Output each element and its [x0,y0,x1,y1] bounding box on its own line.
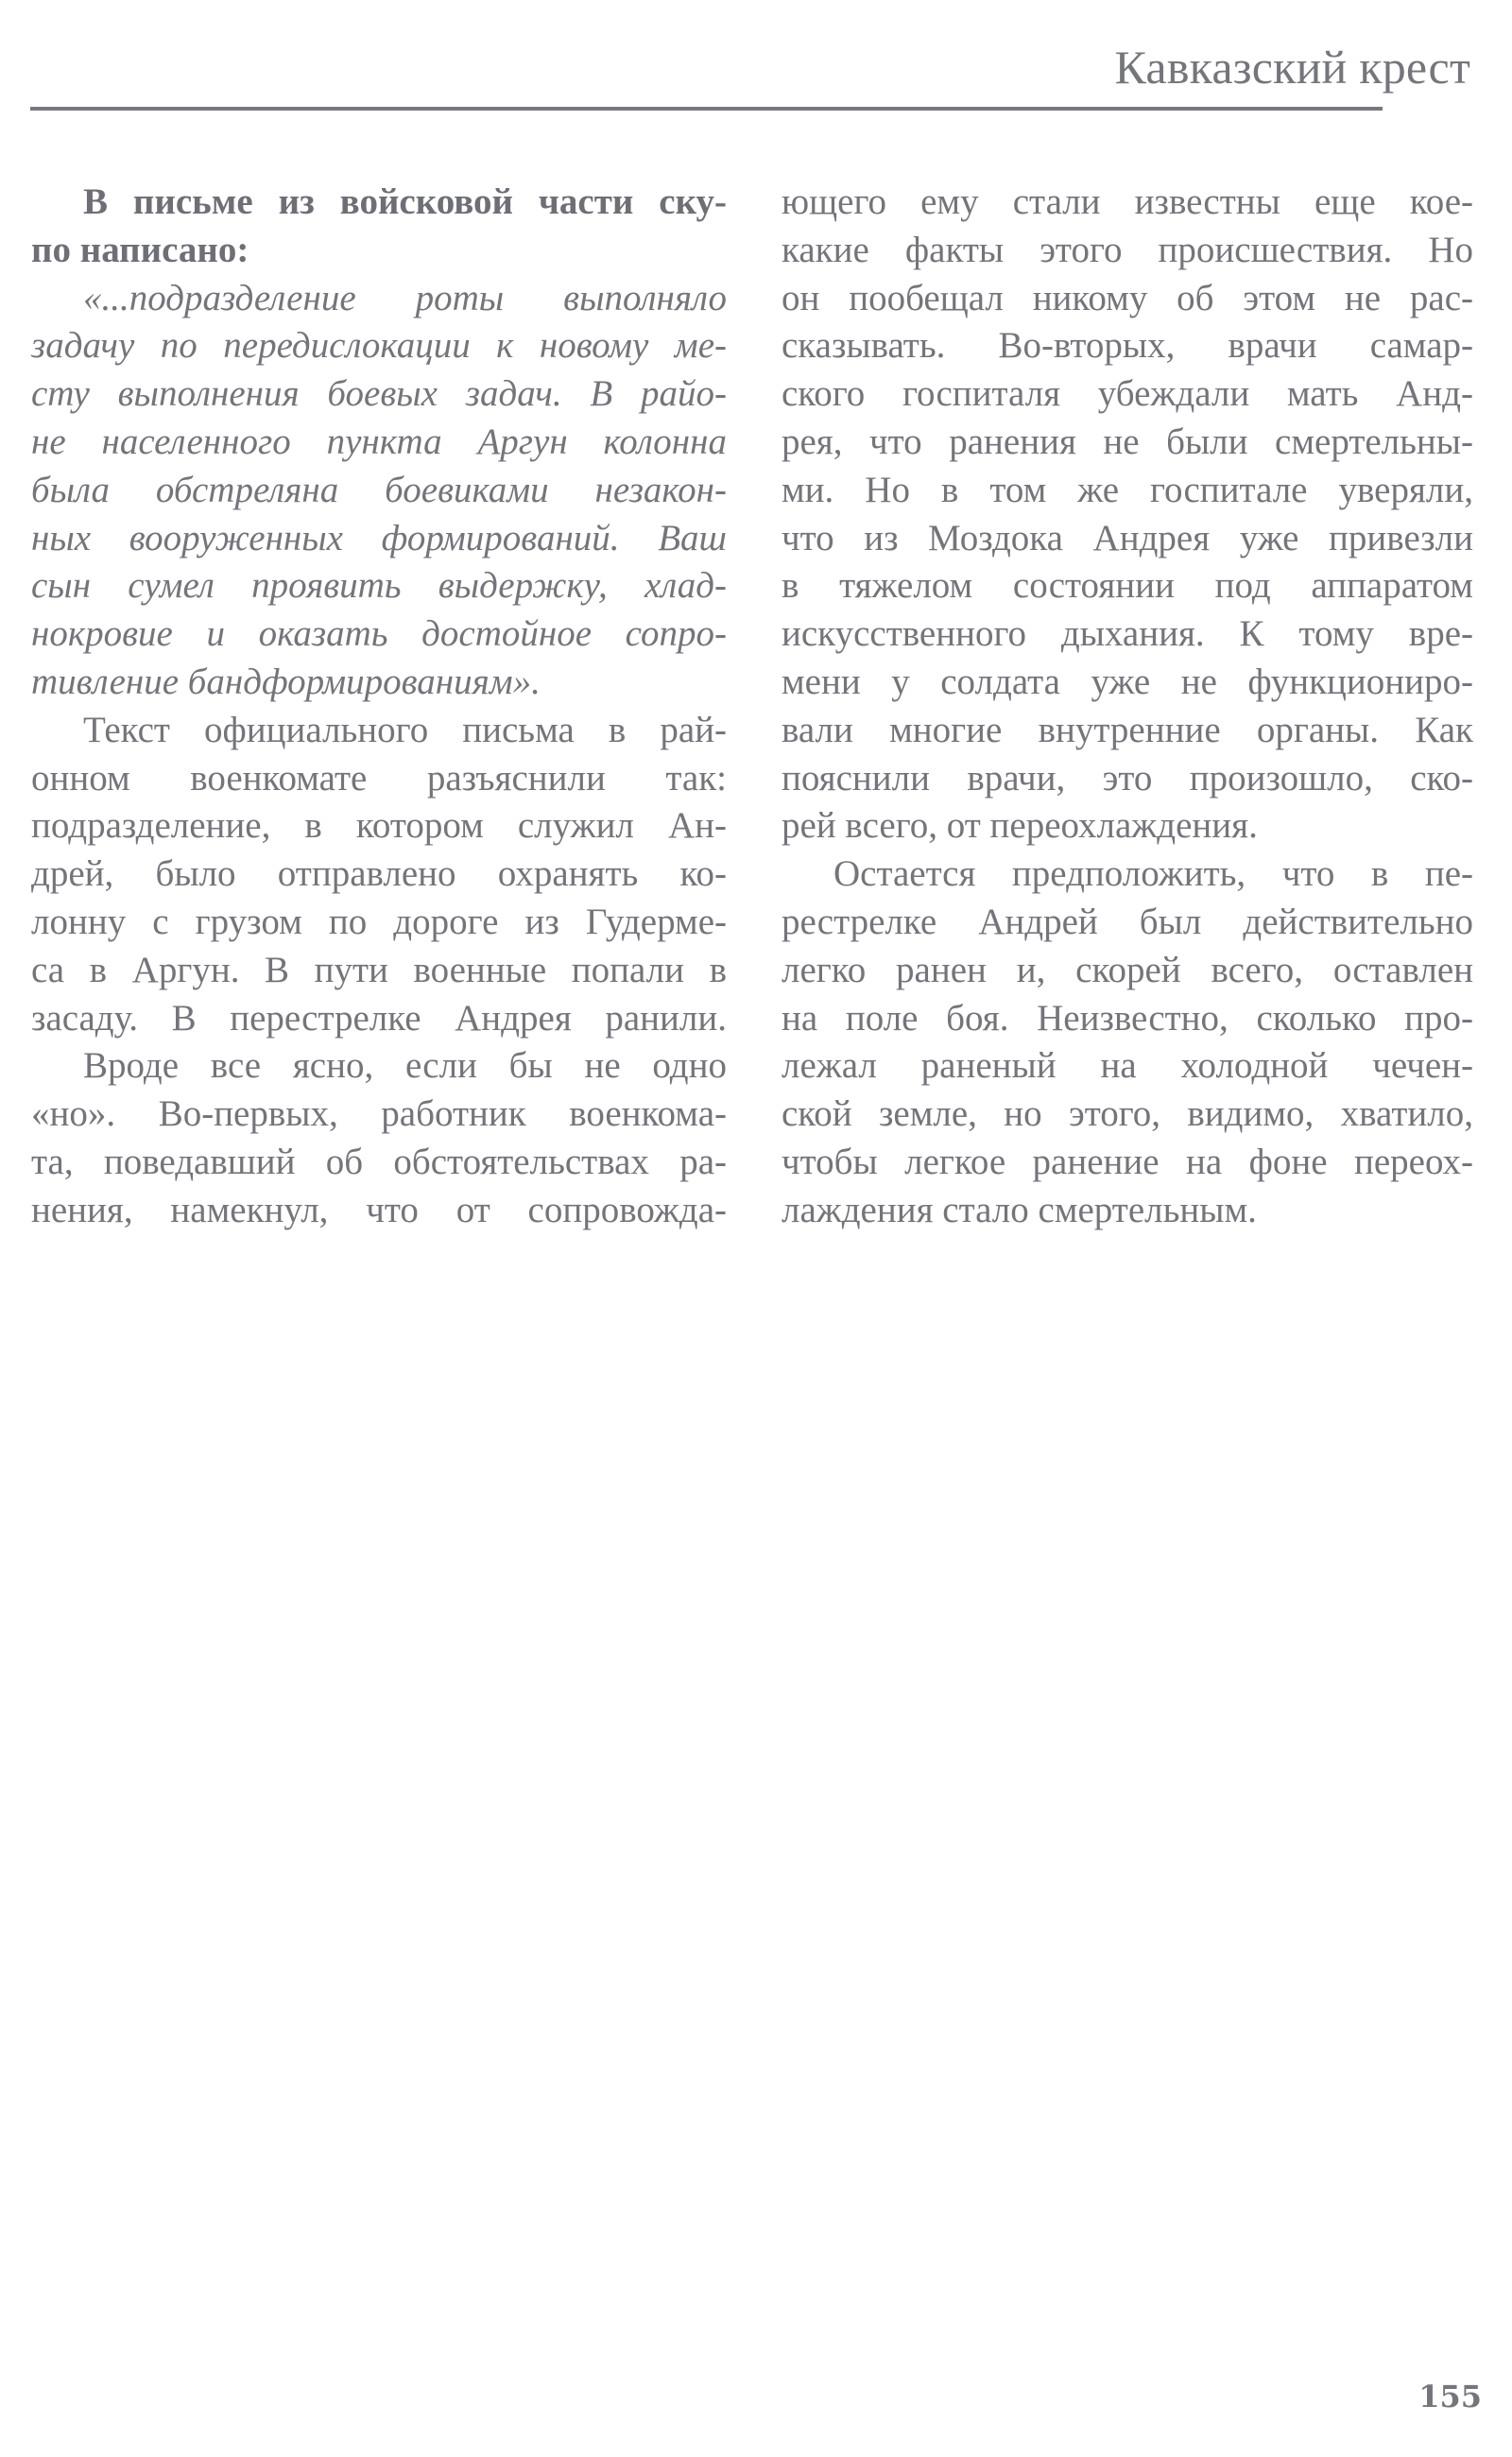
text-line: была обстреляна боевиками незакон- [31,469,727,510]
text-line: он пообещал никому об этом не рас- [782,277,1473,318]
text-line: В письме из войсковой части ску- [83,181,727,222]
page-number: 155 [1418,2379,1482,2414]
text-line: ми. Но в том же госпитале уверяли, [782,469,1473,510]
text-line: ской земле, но этого, видимо, хватило, [782,1093,1473,1135]
text-line: что из Моздока Андрея уже привезли [782,517,1473,558]
text-line: легко ранен и, скорей всего, оставлен [782,949,1473,990]
text-line: задачу по передислокации к новому ме- [31,325,727,367]
text-column-left [31,179,727,1235]
text-line: дрей, было отправлено охранять ко- [31,853,727,895]
text-line: лаждения стало смертельным. [782,1189,1257,1230]
header-rule [30,107,1383,111]
text-line: вали многие внутренние органы. Как [782,709,1473,750]
text-line: Вроде все ясно, если бы не одно [83,1045,727,1087]
text-line: лонну с грузом по дороге из Гудерме- [31,901,727,942]
text-line: ского госпиталя убеждали мать Анд- [782,373,1473,415]
text-line: рестрелке Андрей был действительно [782,901,1473,942]
text-line: рея, что ранения не были смертельны- [782,421,1473,462]
text-line: на поле боя. Неизвестно, сколько про- [782,997,1473,1039]
text-line: «...подразделение роты выполняло [83,277,727,318]
text-line: какие факты этого происшествия. Но [782,229,1473,270]
text-line: не населенного пункта Аргун колонна [31,421,727,462]
text-line: сказывать. Во-вторых, врачи самар- [782,325,1473,367]
text-column-right [782,179,1473,1235]
text-line: са в Аргун. В пути военные попали в [31,949,727,990]
text-line: ных вооруженных формирований. Ваш [31,517,727,558]
running-head-title: Кавказский крест [1114,41,1470,94]
text-line: засаду. В перестрелке Андрея ранили. [31,997,727,1039]
text-line: тивление бандформированиям». [31,661,541,702]
text-line: онном военкомате разъяснили так: [31,757,727,799]
text-line: Остается предположить, что в пе- [833,853,1473,895]
text-line: Текст официального письма в рай- [83,709,727,750]
text-line: мени у солдата уже не функциониро- [782,661,1473,702]
text-line: искусственного дыхания. К тому вре- [782,613,1473,655]
text-line: рей всего, от переохлаждения. [782,805,1258,847]
text-line: «но». Во-первых, работник военкома- [31,1093,727,1135]
text-line: лежал раненый на холодной чечен- [782,1045,1473,1087]
text-line: та, поведавший об обстоятельствах ра- [31,1141,727,1182]
text-line: нения, намекнул, что от сопровожда- [31,1189,727,1230]
text-line: сын сумел проявить выдержку, хлад- [31,565,727,607]
text-line: в тяжелом состоянии под аппаратом [782,565,1473,607]
text-line: сту выполнения боевых задач. В райо- [31,373,727,415]
text-line: по написано: [31,229,249,270]
text-line: подразделение, в котором служил Ан- [31,805,727,847]
text-line: ющего ему стали известны еще кое- [782,181,1473,222]
text-line: чтобы легкое ранение на фоне переох- [782,1141,1473,1182]
text-line: нокровие и оказать достойное сопро- [31,613,727,655]
text-line: пояснили врачи, это произошло, ско- [782,757,1473,799]
